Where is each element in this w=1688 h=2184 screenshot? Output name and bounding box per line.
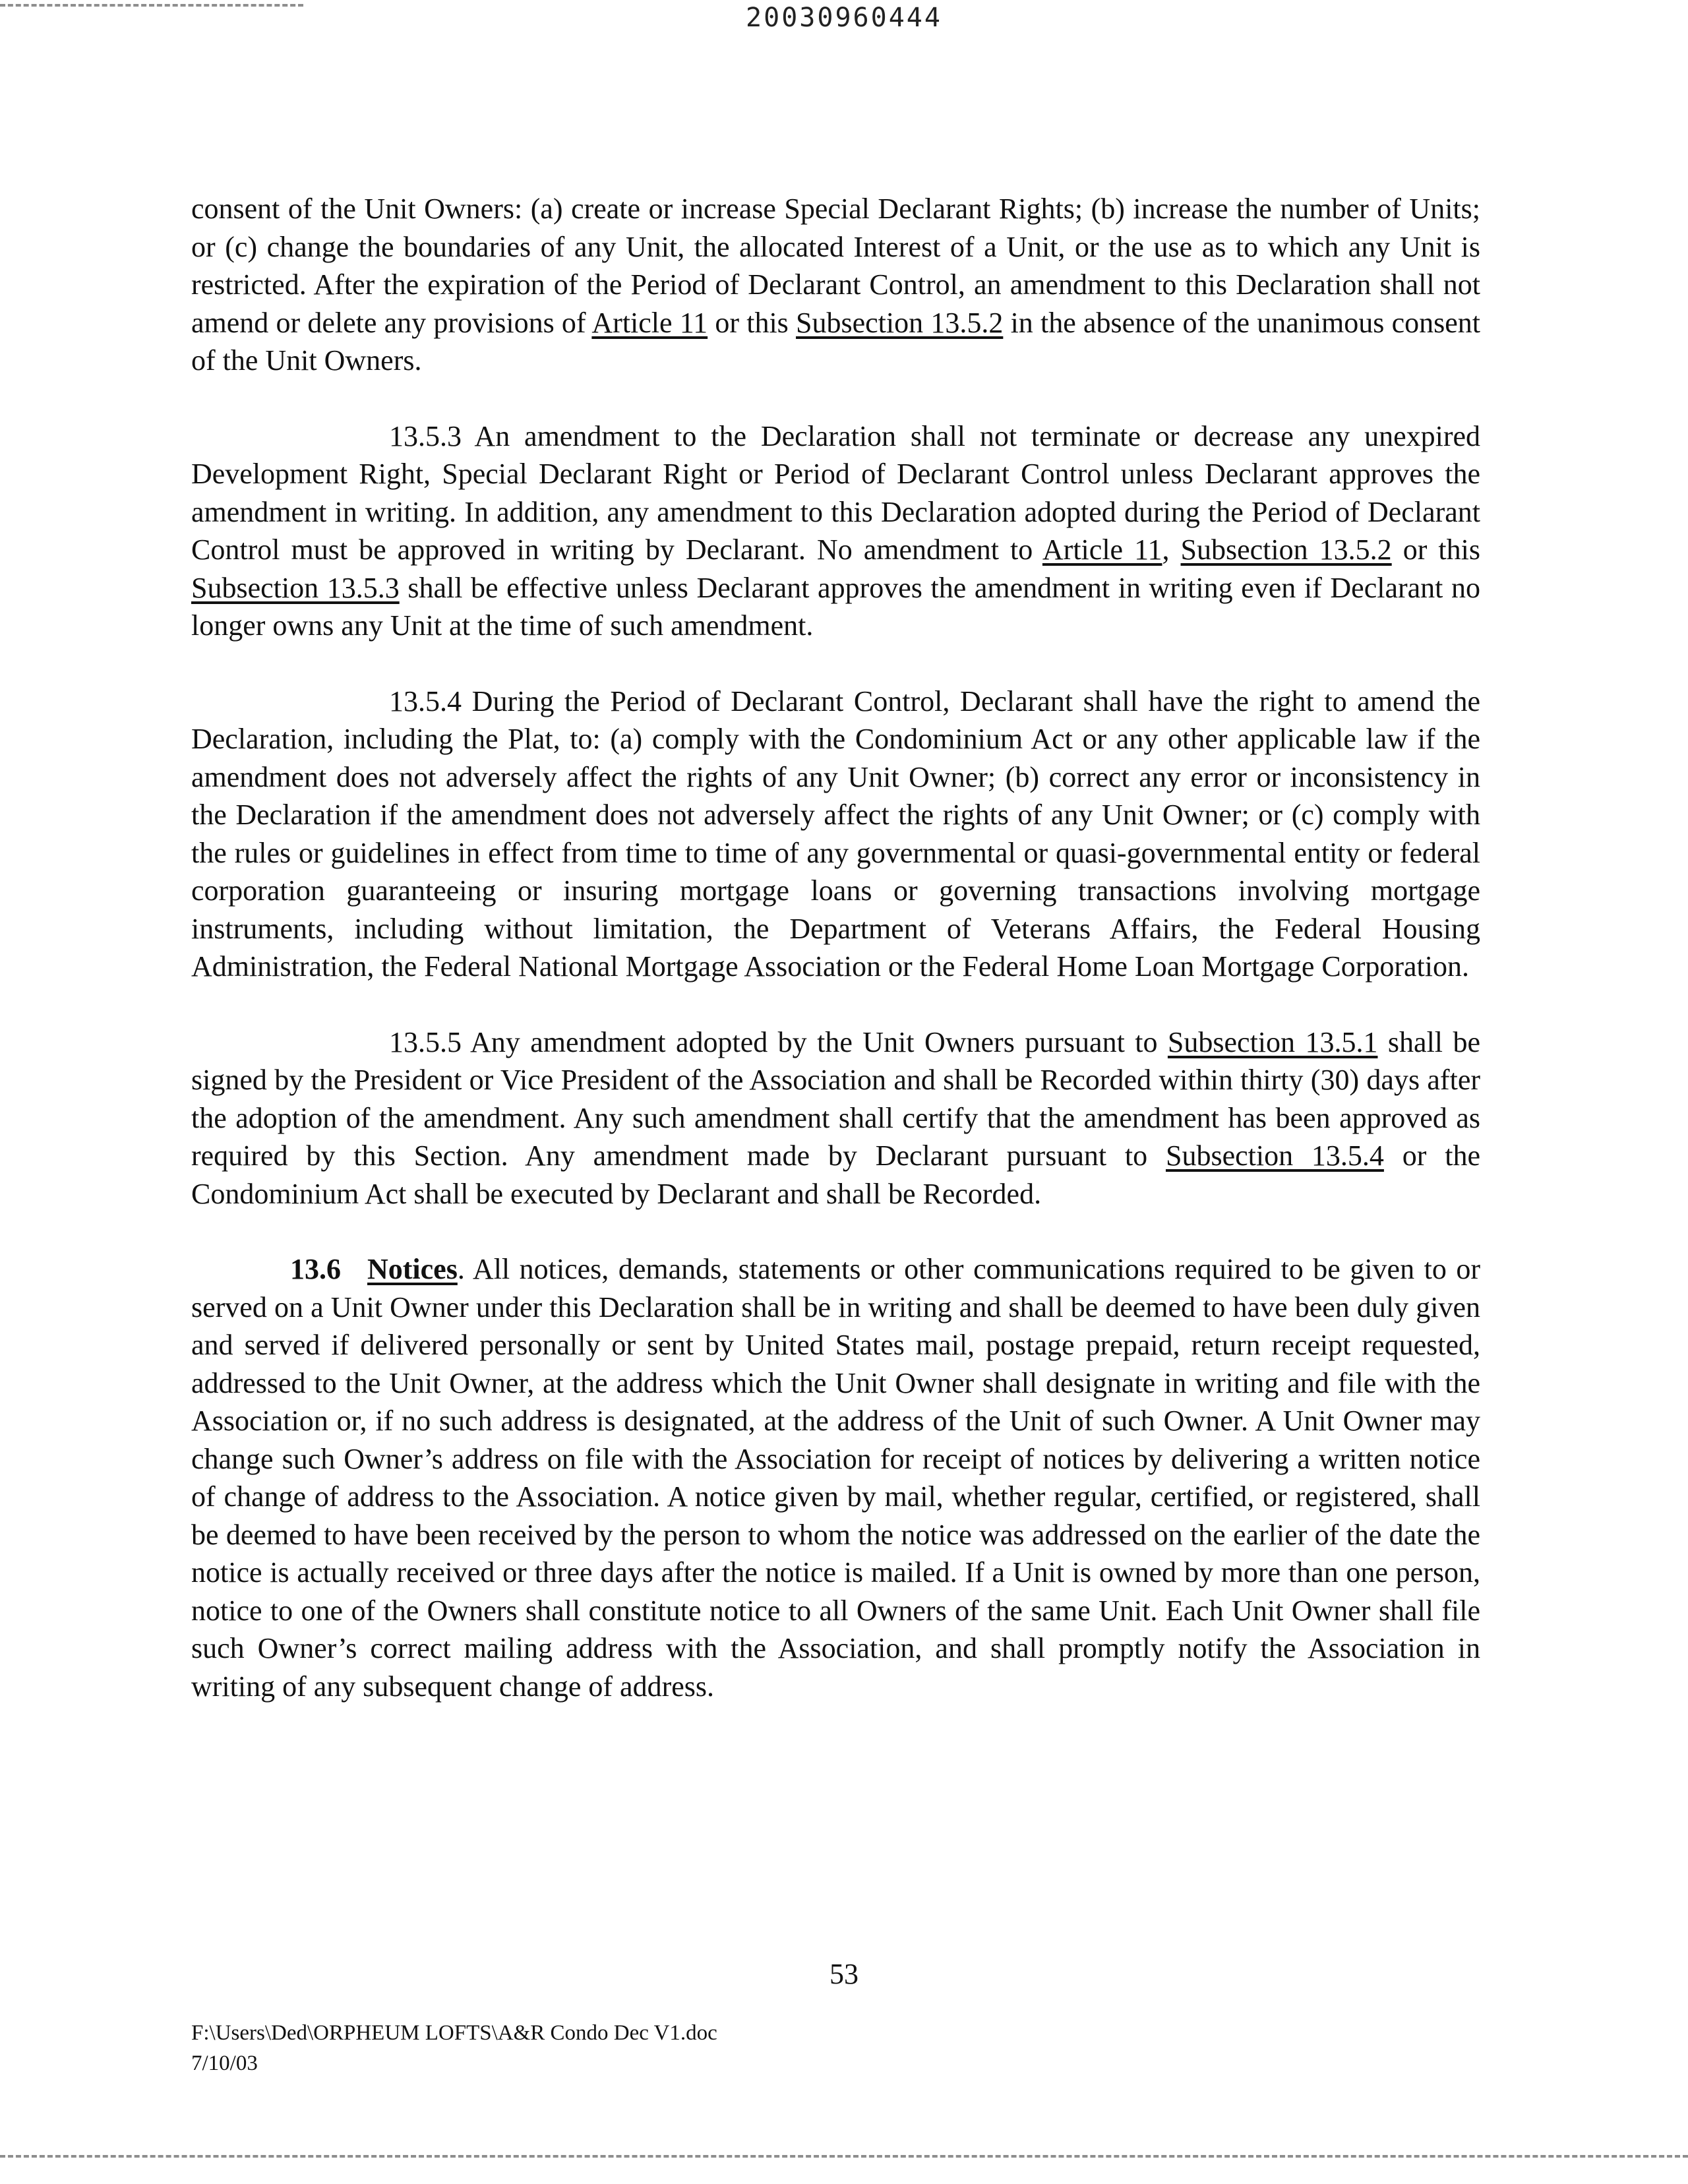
- reference-subsection-13-5-2: Subsection 13.5.2: [796, 306, 1004, 339]
- reference-subsection-13-5-1: Subsection 13.5.1: [1167, 1025, 1378, 1058]
- reference-article-11: Article 11: [1042, 533, 1162, 566]
- text-run: . All notices, demands, statements or other communications required to be given to or served on a Unit Owner under this Declaration shall be in writing and shall be deemed to have been duly given and served if delivered personally or sent by United States mail, postage prepaid, return receipt requested, addressed to the Unit Owner, at the address which the Unit Owner shall designate in writing and file with the Association or, if no such address is designated, at the address of the Unit of such Owner. A Unit Owner may change such Owner’s address on file with the Association for receipt of notices by delivering a written notice of change of address to the Association. A notice given by mail, whether regular, certified, or registered, shall be deemed to have been received by the person to whom the notice was addressed on the earlier of the date the notice is actually received or three days after the notice is mailed. If a Unit is owned by more than one person, notice to one of the Owners shall constitute notice to all Owners of the same Unit. Each Unit Owner shall file such Owner’s correct mailing address with the Association, and shall promptly notify the Association in writing of any subsequent change of address.: [191, 1253, 1480, 1703]
- text-run: ,: [1162, 533, 1181, 566]
- text-run: or this: [708, 306, 797, 339]
- paragraph-13-5-3: [191, 417, 1480, 645]
- footer: [191, 2018, 717, 2078]
- section-heading: Notices: [367, 1253, 458, 1285]
- text-run: shall be effective unless Declarant approves the amendment in writing even if Declarant no longer owns any Unit at the time of such amendment.: [191, 571, 1480, 642]
- paragraph-13-5-5: [191, 1023, 1480, 1213]
- text-run: or the Condominium Act shall be executed by Declarant and shall be Recorded.: [191, 1139, 1480, 1210]
- paragraph-13-6-notices: [191, 1250, 1480, 1705]
- body-text: [191, 190, 1480, 1743]
- section-number: 13.6: [290, 1253, 341, 1285]
- paragraph-13-5-4: [191, 682, 1480, 986]
- reference-article-11: Article 11: [591, 306, 708, 339]
- text-run: shall be signed by the President or Vice President of the Association and shall be Recorded within thirty (30) days after the adoption of the amendment. Any such amendment shall certify that the amendment has been approved as required by this Section. Any amendment made by Declarant pursuant to: [191, 1025, 1480, 1172]
- text-run: in the absence of the unanimous consent of the Unit Owners.: [191, 306, 1481, 377]
- reference-subsection-13-5-3: Subsection 13.5.3: [191, 571, 400, 604]
- reference-subsection-13-5-2: Subsection 13.5.2: [1180, 533, 1392, 566]
- text-run: 13.5.5 Any amendment adopted by the Unit Owners pursuant to: [389, 1025, 1168, 1058]
- footer-date: 7/10/03: [191, 2051, 258, 2075]
- text-run: 13.5.3 An amendment to the Declaration shall not terminate or decrease any unexpired Development Right, Special Declarant Right or Period of Declarant Control unless Declarant approves the amendment in writing. In addition, any amendment to this Declaration adopted during the Period of Declarant Control must be approved in writing by Declarant. No amendment to: [191, 419, 1480, 566]
- text-run: consent of the Unit Owners: (a) create or increase Special Declarant Rights; (b) increase the number of Units; or (c) change the boundaries of any Unit, the allocated Interest of a Unit, or the use as to which any Unit is restricted. After the expiration of the Period of Declarant Control, an amendment to this Declaration shall not amend or delete any provisions of: [191, 193, 1480, 339]
- text-run: or this: [1391, 533, 1480, 566]
- reference-subsection-13-5-4: Subsection 13.5.4: [1165, 1139, 1384, 1172]
- document-number: 20030960444: [746, 3, 942, 33]
- page-number: 53: [829, 1958, 859, 1990]
- footer-file-path: F:\Users\Ded\ORPHEUM LOFTS\A&R Condo Dec V1.doc: [191, 2021, 717, 2045]
- text-run: 13.5.4 During the Period of Declarant Control, Declarant shall have the right to amend the Declaration, including the Plat, to: (a) comply with the Condominium Act or any other applicable law if the amendment does not adversely affect the rights of any Unit Owner; (b) correct any error or inconsistency in the Declaration if the amendment does not adversely affect the rights of any Unit Owner; or (c) comply with the rules or guidelines in effect from time to time of any governmental or quasi-governmental entity or federal corporation guaranteeing or insuring mortgage loans or governing transactions involving mortgage instruments, including without limitation, the Department of Veterans Affairs, the Federal Housing Administration, the Federal National Mortgage Association or the Federal Home Loan Mortgage Corporation.: [191, 684, 1480, 983]
- paragraph-13-5-2-continued: [191, 190, 1480, 380]
- scan-edge-bottom: [0, 2155, 1688, 2158]
